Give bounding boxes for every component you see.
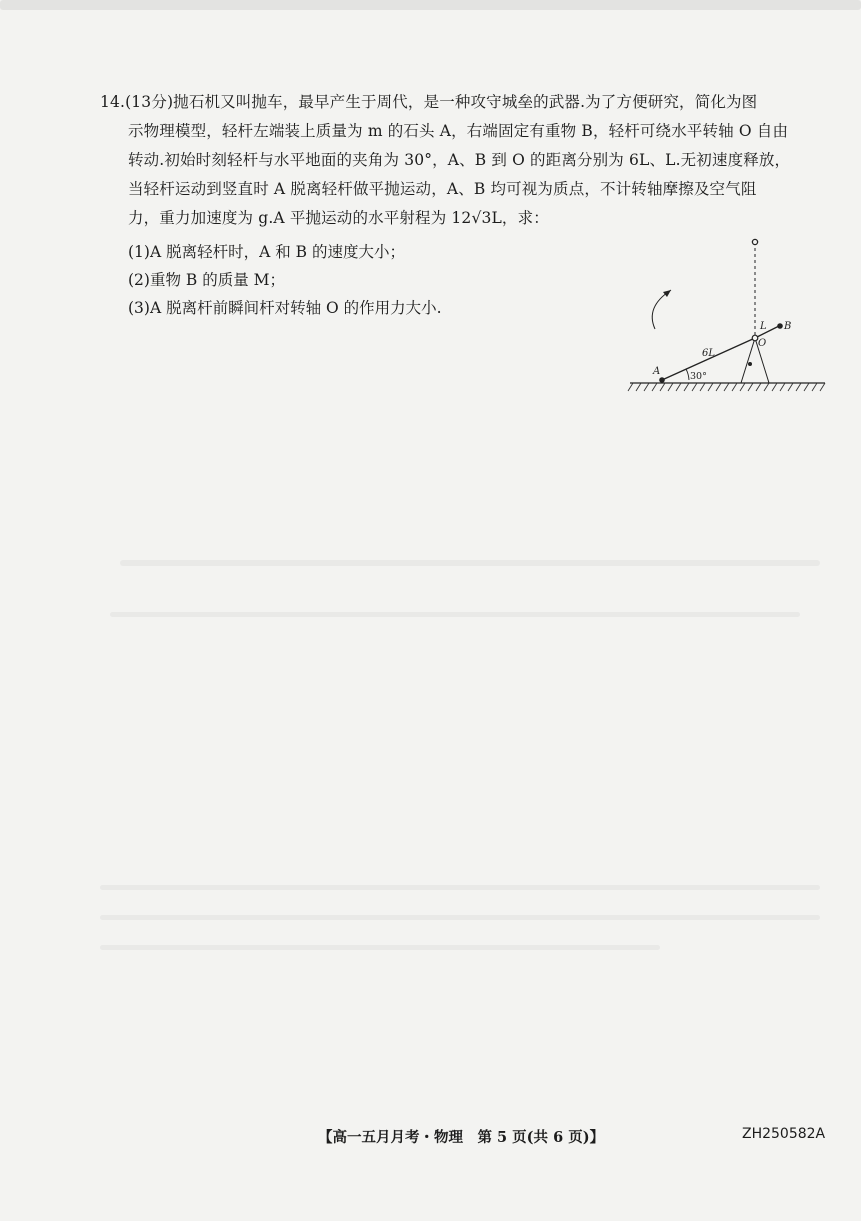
trebuchet-diagram: [625, 235, 830, 400]
label-A: A: [653, 366, 661, 377]
label-6L: 6L: [702, 348, 716, 359]
scan-bleed: [100, 885, 820, 890]
rotation-arrow-head: [663, 290, 671, 297]
question-line: 当轻杆运动到竖直时 A 脱离轻杆做平抛运动，A、B 均可视为质点，不计转轴摩擦及空气阻: [128, 180, 757, 198]
scan-bleed: [110, 612, 800, 617]
sub-question-3: (3)A 脱离杆前瞬间杆对转轴 O 的作用力大小.: [128, 299, 442, 317]
question-line: 14.(13分)抛石机又叫抛车，最早产生于周代，是一种攻守城垒的武器.为了方便研究，简化为图: [100, 93, 758, 111]
label-B: B: [784, 321, 792, 332]
lever-arm-6L: [662, 338, 755, 380]
ball-top-position: [752, 239, 757, 244]
label-L: L: [760, 321, 767, 332]
angle-label: 30°: [690, 371, 707, 382]
sub-question-2: (2)重物 B 的质量 M；: [128, 271, 285, 289]
label-O: O: [758, 338, 767, 349]
question-14: [100, 88, 842, 233]
question-line: 力，重力加速度为 g.A 平抛运动的水平射程为 12√3L，求：: [128, 209, 549, 227]
weight-B: [777, 323, 783, 329]
scan-bleed: [100, 915, 820, 920]
ground-hatching: [628, 383, 825, 391]
scan-edge: [0, 0, 861, 10]
scan-bleed: [100, 945, 660, 950]
scan-bleed: [120, 560, 820, 566]
rotation-arrow: [652, 290, 671, 329]
lever-arm-L: [755, 326, 779, 338]
question-line: 转动.初始时刻轻杆与水平地面的夹角为 30°，A、B 到 O 的距离分别为 6L、L.无初速度释放，: [128, 151, 791, 169]
footer-title: 【高一五月月考・物理 第 5 页(共 6 页)】: [318, 1129, 605, 1146]
stone-A: [659, 377, 665, 383]
angle-arc: [686, 369, 689, 380]
footer-code: ZH250582A: [742, 1126, 826, 1142]
pivot-O: [752, 335, 758, 341]
question-line: 示物理模型，轻杆左端装上质量为 m 的石头 A，右端固定有重物 B，轻杆可绕水平转轴 O 自由: [128, 122, 789, 140]
support-mark: [748, 362, 752, 366]
sub-question-1: (1)A 脱离轻杆时，A 和 B 的速度大小；: [128, 243, 405, 261]
